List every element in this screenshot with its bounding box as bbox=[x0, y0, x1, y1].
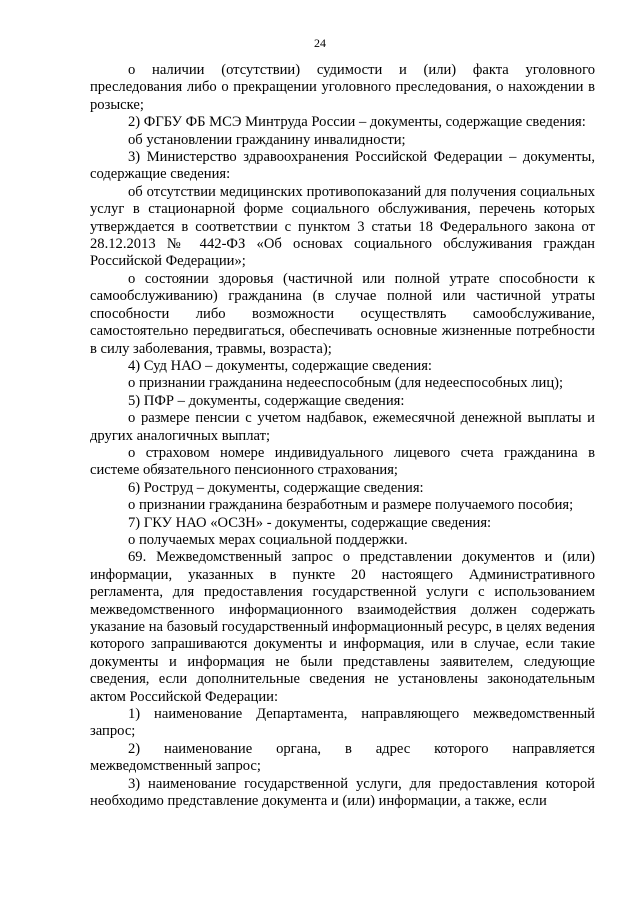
paragraph: 3) Министерство здравоохранения Российской Федерации – документы, содержащие сведения: bbox=[90, 149, 595, 183]
paragraph: об отсутствии медицинских противопоказаний для получения социальных услуг в стационарной форме социального обслуживания, перечень которых утверждается в соответствии с пунктом 3 статьи 18 Федерального закона от 28.12.2013 № 442-ФЗ «Об основах социального обслуживания граждан Российской Федерации»; bbox=[90, 183, 595, 270]
paragraph: 2) наименование органа, в адрес которого направляется межведомственный запрос; bbox=[90, 740, 595, 775]
page-number: 24 bbox=[314, 36, 326, 50]
paragraph: 1) наименование Департамента, направляющего межведомственный запрос; bbox=[90, 706, 595, 740]
paragraph: 2) ФГБУ ФБ МСЭ Минтруда России – документы, содержащие сведения: bbox=[128, 114, 586, 131]
paragraph: о признании гражданина безработным и размере получаемого пособия; bbox=[128, 497, 574, 514]
paragraph: 6) Роструд – документы, содержащие сведения: bbox=[128, 479, 424, 496]
paragraph: 5) ПФР – документы, содержащие сведения: bbox=[128, 392, 405, 409]
paragraph: 4) Суд НАО – документы, содержащие сведения: bbox=[128, 357, 432, 374]
paragraph: о страховом номере индивидуального лицевого счета гражданина в системе обязательного пенсионного страхования; bbox=[90, 444, 595, 479]
paragraph: о размере пенсии с учетом надбавок, ежемесячной денежной выплаты и других аналогичных выплат; bbox=[90, 410, 595, 444]
paragraph: об установлении гражданину инвалидности; bbox=[128, 131, 406, 148]
paragraph: 7) ГКУ НАО «ОСЗН» - документы, содержащие сведения: bbox=[128, 514, 492, 531]
paragraph: о наличии (отсутствии) судимости и (или) факта уголовного преследования либо о прекращении уголовного преследования, о нахождении в розыске; bbox=[90, 62, 595, 113]
paragraph: 3) наименование государственной услуги, для предоставления которой необходимо представление документа и (или) информации, а также, если bbox=[90, 775, 595, 810]
paragraph: о состоянии здоровья (частичной или полной утрате способности к самообслуживанию) гражданина (в случае полной или частичной утраты способности либо возможности осуществлять самообслуживание, самостоятельно передвигаться, обеспечивать основные жизненные потребности в силу заболевания, травмы, возраста); bbox=[90, 270, 595, 357]
paragraph: о признании гражданина недееспособным (для недееспособных лиц); bbox=[128, 375, 564, 392]
paragraph: о получаемых мерах социальной поддержки. bbox=[128, 531, 408, 548]
document-body bbox=[90, 62, 595, 810]
paragraph: 69. Межведомственный запрос о представлении документов и (или) информации, указанных в пункте 20 настоящего Административного регламента, для предоставления государственной услуги с использованием межведомственного информационного взаимодействия должен содержать указание на базовый государственный информационный ресурс, в целях ведения которого запрашиваются документы и информация, или в случае, если такие документы и информация не были представлены заявителем, следующие сведения, если дополнительные сведения не установлены законодательным актом Российской Федерации: bbox=[90, 549, 595, 705]
